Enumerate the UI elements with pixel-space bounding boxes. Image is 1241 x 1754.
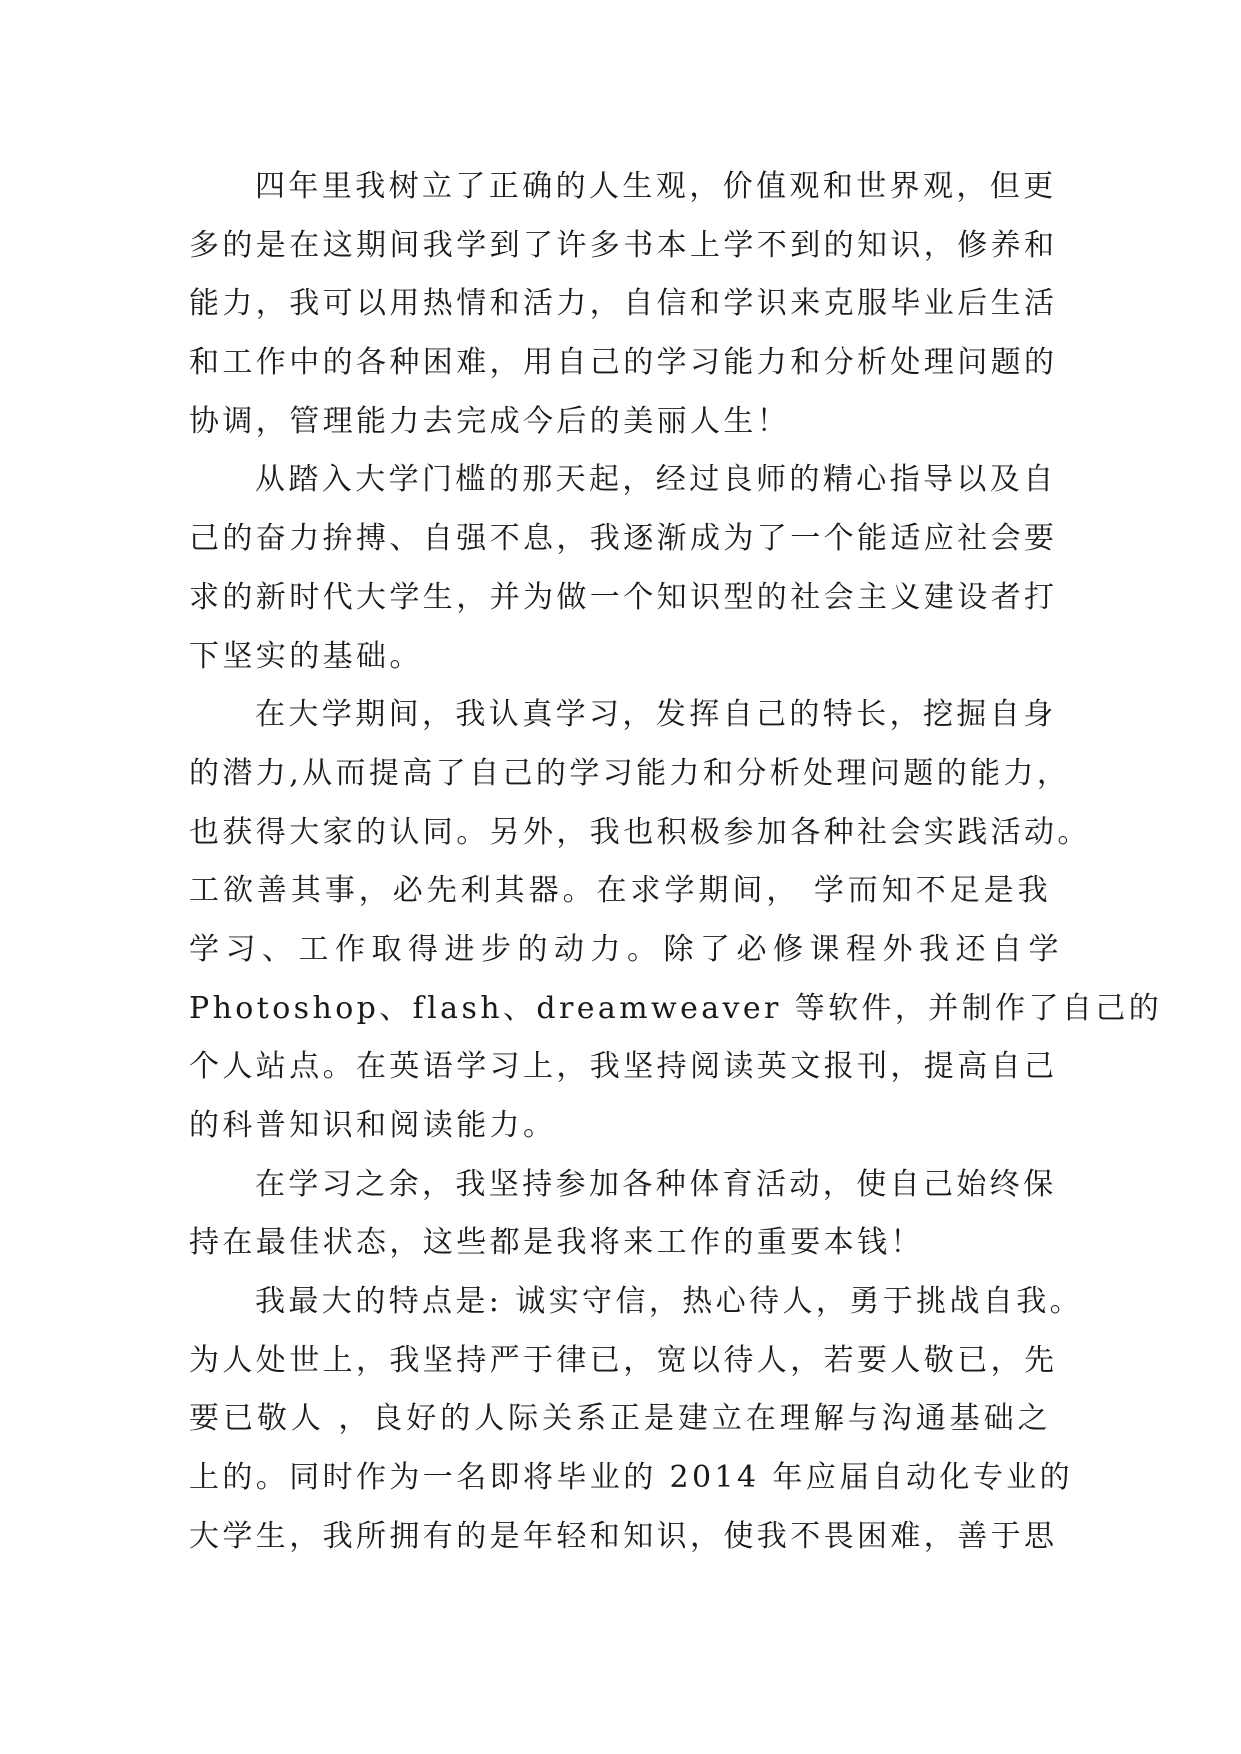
text-line: 工欲善其事，必先利其器。在求学期间， 学而知不足是我 <box>189 873 1051 909</box>
paragraph-3 <box>189 686 1163 1156</box>
text-line: 要已敬人 ，良好的人际关系正是建立在理解与沟通基础之 <box>189 1401 1051 1437</box>
text-line: 下坚实的基础。 <box>189 638 423 674</box>
paragraph-5 <box>189 1273 1084 1566</box>
text-line: 能力，我可以用热情和活力，自信和学识来克服毕业后生活 <box>189 286 1058 322</box>
document-body <box>189 158 1163 1567</box>
text-line: 为人处世上，我坚持严于律已，宽以待人，若要人敬已，先 <box>189 1342 1058 1378</box>
text-line: 多的是在这期间我学到了许多书本上学不到的知识，修养和 <box>189 227 1058 263</box>
text-line: 协调，管理能力去完成今后的美丽人生！ <box>189 403 791 439</box>
text-line: 上的。同时作为一名即将毕业的 2014 年应届自动化专业的 <box>189 1460 1074 1496</box>
text-line: 四年里我树立了正确的人生观，价值观和世界观，但更 <box>255 169 1057 204</box>
text-line: 的潜力,从而提高了自己的学习能力和分析处理问题的能力， <box>189 755 1071 791</box>
text-line: 求的新时代大学生，并为做一个知识型的社会主义建设者打 <box>189 579 1058 615</box>
text-line: 从踏入大学门槛的那天起，经过良师的精心指导以及自 <box>255 462 1057 498</box>
text-line: 我最大的特点是: 诚实守信，热心待人，勇于挑战自我。 <box>255 1284 1084 1320</box>
paragraph-1 <box>189 158 1058 451</box>
text-line: 在学习之余，我坚持参加各种体育活动，使自己始终保 <box>255 1166 1057 1202</box>
text-line: 己的奋力拚搏、自强不息，我逐渐成为了一个能适应社会要 <box>189 521 1058 557</box>
paragraph-4 <box>189 1156 1057 1273</box>
text-line: 和工作中的各种困难，用自己的学习能力和分析处理问题的 <box>189 345 1058 381</box>
text-line: 也获得大家的认同。另外，我也积极参加各种社会实践活动。 <box>189 814 1091 850</box>
text-line: Photoshop、flash、dreamweaver 等软件，并制作了自己的 <box>189 990 1163 1026</box>
paragraph-2 <box>189 451 1058 686</box>
text-line: 在大学期间，我认真学习，发挥自己的特长，挖掘自身 <box>255 697 1057 733</box>
text-line: 的科普知识和阅读能力。 <box>189 1108 557 1143</box>
text-line: 大学生，我所拥有的是年轻和知识，使我不畏困难，善于思 <box>189 1518 1058 1554</box>
text-line: 学习、工作取得进步的动力。除了必修课程外我还自学 <box>189 931 1065 967</box>
text-line: 持在最佳状态，这些都是我将来工作的重要本钱！ <box>189 1225 924 1261</box>
text-line: 个人站点。在英语学习上，我坚持阅读英文报刊，提高自己 <box>189 1049 1058 1085</box>
